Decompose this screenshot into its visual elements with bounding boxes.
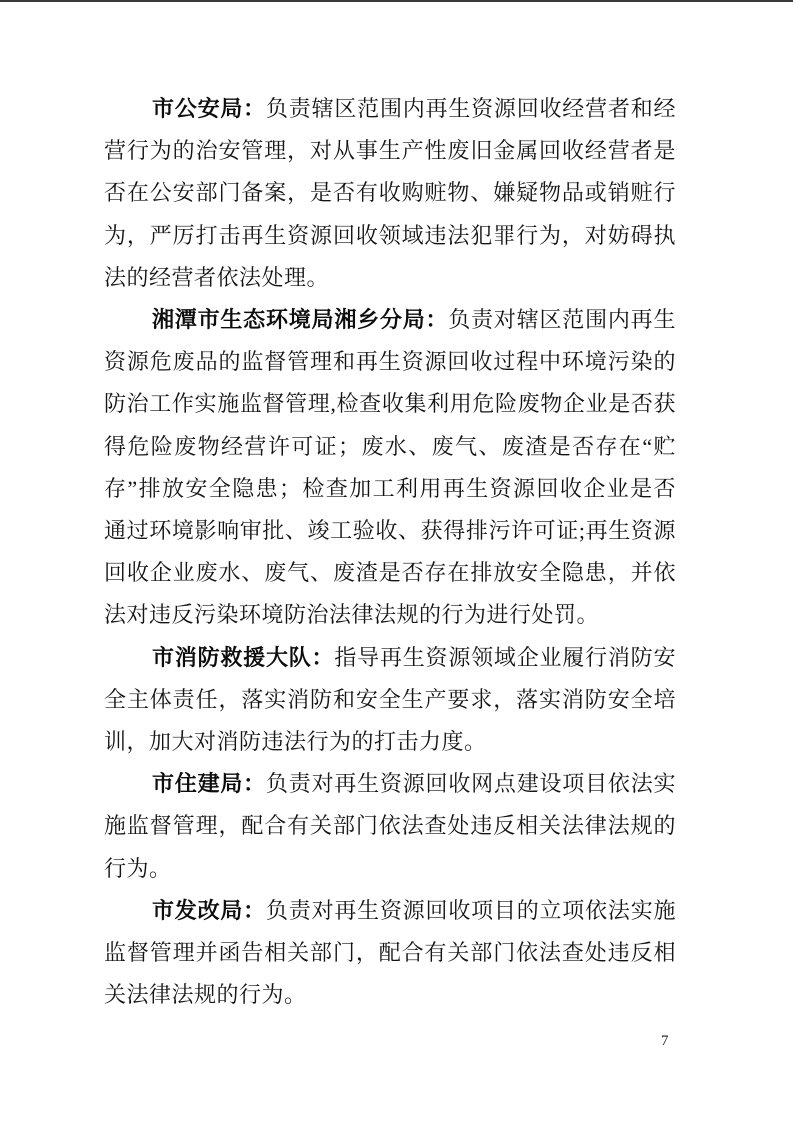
paragraph [104, 88, 676, 299]
paragraph-body: 指导再生资源领域企业履行消防安全主体责任，落实消防和安全生产要求，落实消防安全培训，加大对消防违法行为的打击力度。 [104, 644, 676, 755]
paragraph [104, 890, 676, 1017]
paragraph-body: 负责对再生资源回收项目的立项依法实施监督管理并函告相关部门，配合有关部门依法查处违反相关法律法规的行为。 [104, 897, 676, 1008]
paragraph-body: 负责辖区范围内再生资源回收经营者和经营行为的治安管理，对从事生产性废旧金属回收经营者是否在公安部门备案，是否有收购赃物、嫌疑物品或销赃行为，严厉打击再生资源回收领域违法犯罪行为，对妨碍执法的经营者依法处理。 [104, 96, 676, 290]
paragraph-heading: 市住建局： [152, 771, 266, 797]
paragraph-heading: 市消防救援大队： [152, 644, 335, 670]
paragraph-body: 负责对辖区范围内再生资源危废品的监督管理和再生资源回收过程中环境污染的防治工作实施监督管理,检查收集利用危险废物企业是否获得危险废物经营许可证；废水、废气、废渣是否存在“贮存”排放安全隐患；检查加工利用再生资源回收企业是否通过环境影响审批、竣工验收、获得排污许可证;再生资源回收企业废水、废气、废渣是否存在排放安全隐患，并依法对违反污染环境防治法律法规的行为进行处罚。 [104, 307, 676, 628]
paragraph [104, 637, 676, 764]
scan-edge-line [0, 0, 793, 2]
document-body [104, 88, 676, 1016]
paragraph-heading: 湘潭市生态环境局湘乡分局： [152, 307, 449, 333]
paragraph [104, 299, 676, 637]
paragraph [104, 763, 676, 890]
paragraph-heading: 市公安局： [152, 96, 266, 121]
page-number: 7 [661, 1033, 669, 1049]
paragraph-body: 负责对再生资源回收网点建设项目依法实施监督管理，配合有关部门依法查处违反相关法律法规的行为。 [104, 771, 676, 881]
paragraph-heading: 市发改局： [152, 897, 266, 923]
